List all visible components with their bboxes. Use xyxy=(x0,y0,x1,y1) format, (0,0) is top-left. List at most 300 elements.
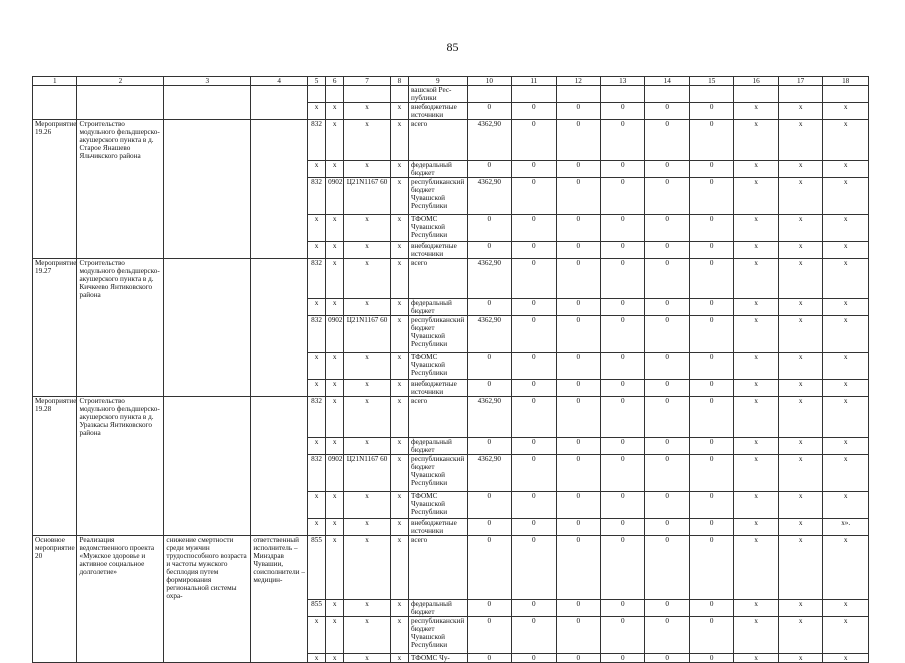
cell-col-9: федеральный бюджет xyxy=(408,160,467,177)
cell-col-1 xyxy=(33,241,77,258)
cell-col-15: 0 xyxy=(689,491,733,518)
cell-col-5: х xyxy=(307,491,325,518)
cell-col-1 xyxy=(33,177,77,214)
budget-table xyxy=(32,76,869,663)
cell-col-10: 0 xyxy=(467,535,511,600)
cell-col-7: х xyxy=(344,518,391,535)
cell-col-8: х xyxy=(390,258,408,299)
cell-col-13 xyxy=(601,86,645,103)
cell-col-1: Мероприятие 19.27 xyxy=(33,258,77,299)
cell-col-1 xyxy=(33,316,77,353)
table-row xyxy=(33,600,869,617)
cell-col-6: 0902 xyxy=(326,454,344,491)
cell-col-4 xyxy=(251,397,308,438)
cell-col-17: х xyxy=(778,241,822,258)
cell-col-4 xyxy=(251,491,308,518)
cell-col-8: х xyxy=(390,353,408,380)
cell-col-13: 0 xyxy=(601,177,645,214)
table-row xyxy=(33,617,869,654)
column-header: 2 xyxy=(77,77,164,86)
cell-col-16: х xyxy=(734,214,778,241)
cell-col-12: 0 xyxy=(556,454,600,491)
cell-col-11: 0 xyxy=(512,258,556,299)
cell-col-18: х xyxy=(823,103,869,120)
table-row xyxy=(33,86,869,103)
cell-col-13: 0 xyxy=(601,535,645,600)
table-row xyxy=(33,214,869,241)
table-row xyxy=(33,491,869,518)
cell-col-13: 0 xyxy=(601,299,645,316)
column-header: 15 xyxy=(689,77,733,86)
cell-col-16: х xyxy=(734,103,778,120)
cell-col-1 xyxy=(33,454,77,491)
cell-col-14: 0 xyxy=(645,454,689,491)
cell-col-13: 0 xyxy=(601,103,645,120)
cell-col-4 xyxy=(251,214,308,241)
cell-col-15: 0 xyxy=(689,654,733,663)
cell-col-7: х xyxy=(344,397,391,438)
cell-col-18: х xyxy=(823,353,869,380)
cell-col-14: 0 xyxy=(645,437,689,454)
cell-col-17: х xyxy=(778,299,822,316)
cell-col-3 xyxy=(164,437,251,454)
cell-col-7: Ц21N1167 60 xyxy=(344,454,391,491)
cell-col-7: х xyxy=(344,299,391,316)
cell-col-14: 0 xyxy=(645,380,689,397)
cell-col-11: 0 xyxy=(512,353,556,380)
cell-col-13: 0 xyxy=(601,397,645,438)
column-header: 17 xyxy=(778,77,822,86)
cell-col-8: х xyxy=(390,241,408,258)
cell-col-7: х xyxy=(344,214,391,241)
cell-col-18: х xyxy=(823,241,869,258)
cell-col-11: 0 xyxy=(512,617,556,654)
cell-col-1 xyxy=(33,160,77,177)
cell-col-8: х xyxy=(390,535,408,600)
cell-col-3 xyxy=(164,258,251,299)
cell-col-10: 4362,90 xyxy=(467,258,511,299)
cell-col-1 xyxy=(33,353,77,380)
cell-col-8: х xyxy=(390,600,408,617)
cell-col-2 xyxy=(77,654,164,663)
table-row xyxy=(33,353,869,380)
cell-col-11 xyxy=(512,86,556,103)
cell-col-10 xyxy=(467,86,511,103)
cell-col-11: 0 xyxy=(512,177,556,214)
cell-col-8: х xyxy=(390,214,408,241)
cell-col-2 xyxy=(77,518,164,535)
cell-col-2 xyxy=(77,86,164,103)
table-row xyxy=(33,120,869,161)
cell-col-7: х xyxy=(344,600,391,617)
cell-col-9: вашской Рес-публики xyxy=(408,86,467,103)
cell-col-3 xyxy=(164,214,251,241)
cell-col-15: 0 xyxy=(689,316,733,353)
cell-col-16 xyxy=(734,86,778,103)
cell-col-1 xyxy=(33,491,77,518)
cell-col-7: Ц21N1167 60 xyxy=(344,316,391,353)
cell-col-13: 0 xyxy=(601,654,645,663)
cell-col-16: х xyxy=(734,491,778,518)
cell-col-2: Строительство модульного фельдшерско-акушерского пункта в д. Уразкасы Янтиковского района xyxy=(77,397,164,438)
cell-col-17: х xyxy=(778,437,822,454)
cell-col-5: 832 xyxy=(307,177,325,214)
cell-col-4 xyxy=(251,299,308,316)
cell-col-6: х xyxy=(326,518,344,535)
table-row xyxy=(33,103,869,120)
cell-col-2 xyxy=(77,241,164,258)
cell-col-17: х xyxy=(778,214,822,241)
cell-col-15: 0 xyxy=(689,397,733,438)
cell-col-5: х xyxy=(307,654,325,663)
cell-col-9: всего xyxy=(408,397,467,438)
cell-col-10: 0 xyxy=(467,380,511,397)
cell-col-18: х xyxy=(823,160,869,177)
cell-col-17: х xyxy=(778,397,822,438)
cell-col-12: 0 xyxy=(556,491,600,518)
cell-col-17: х xyxy=(778,535,822,600)
cell-col-10: 0 xyxy=(467,214,511,241)
cell-col-15: 0 xyxy=(689,518,733,535)
cell-col-3 xyxy=(164,241,251,258)
cell-col-9: республиканский бюджет Чувашской Республики xyxy=(408,454,467,491)
cell-col-7: х xyxy=(344,353,391,380)
cell-col-16: х xyxy=(734,316,778,353)
cell-col-17: х xyxy=(778,258,822,299)
cell-col-6: х xyxy=(326,353,344,380)
cell-col-14: 0 xyxy=(645,214,689,241)
cell-col-17: х xyxy=(778,177,822,214)
cell-col-16: х xyxy=(734,258,778,299)
cell-col-2 xyxy=(77,437,164,454)
cell-col-3 xyxy=(164,177,251,214)
cell-col-8: х xyxy=(390,491,408,518)
cell-col-5: х xyxy=(307,437,325,454)
cell-col-16: х xyxy=(734,518,778,535)
cell-col-15: 0 xyxy=(689,600,733,617)
cell-col-9: ТФОМС Чувашской Республики xyxy=(408,214,467,241)
cell-col-1 xyxy=(33,437,77,454)
column-header: 7 xyxy=(344,77,391,86)
cell-col-6: х xyxy=(326,160,344,177)
cell-col-18: х xyxy=(823,600,869,617)
cell-col-10: 4362,90 xyxy=(467,397,511,438)
cell-col-1 xyxy=(33,86,77,103)
cell-col-14: 0 xyxy=(645,600,689,617)
cell-col-11: 0 xyxy=(512,491,556,518)
cell-col-7 xyxy=(344,86,391,103)
cell-col-13: 0 xyxy=(601,160,645,177)
cell-col-14 xyxy=(645,86,689,103)
cell-col-6: 0902 xyxy=(326,316,344,353)
cell-col-1 xyxy=(33,299,77,316)
cell-col-10: 0 xyxy=(467,600,511,617)
cell-col-12: 0 xyxy=(556,654,600,663)
cell-col-4 xyxy=(251,617,308,654)
cell-col-12: 0 xyxy=(556,535,600,600)
cell-col-2: Реализация ведомственного проекта «Мужское здоровье и активное социальное долголетие» xyxy=(77,535,164,600)
cell-col-7: х xyxy=(344,241,391,258)
cell-col-13: 0 xyxy=(601,491,645,518)
cell-col-2 xyxy=(77,454,164,491)
cell-col-5: х xyxy=(307,160,325,177)
cell-col-12: 0 xyxy=(556,380,600,397)
cell-col-8: х xyxy=(390,299,408,316)
cell-col-14: 0 xyxy=(645,299,689,316)
cell-col-3 xyxy=(164,454,251,491)
cell-col-9: внебюджетные источники xyxy=(408,380,467,397)
cell-col-17: х xyxy=(778,600,822,617)
cell-col-18: х xyxy=(823,617,869,654)
cell-col-11: 0 xyxy=(512,518,556,535)
cell-col-9: ТФОМС Чу- xyxy=(408,654,467,663)
cell-col-12: 0 xyxy=(556,120,600,161)
cell-col-10: 0 xyxy=(467,160,511,177)
cell-col-5: 855 xyxy=(307,535,325,600)
cell-col-4 xyxy=(251,258,308,299)
cell-col-9: республиканский бюджет Чувашской Республики xyxy=(408,316,467,353)
cell-col-13: 0 xyxy=(601,380,645,397)
cell-col-12: 0 xyxy=(556,177,600,214)
cell-col-12: 0 xyxy=(556,258,600,299)
cell-col-2 xyxy=(77,177,164,214)
cell-col-1: Основное мероприятие 20 xyxy=(33,535,77,600)
cell-col-6: х xyxy=(326,397,344,438)
cell-col-2 xyxy=(77,491,164,518)
cell-col-16: х xyxy=(734,299,778,316)
cell-col-8: х xyxy=(390,103,408,120)
cell-col-14: 0 xyxy=(645,353,689,380)
cell-col-17: х xyxy=(778,120,822,161)
cell-col-5: 855 xyxy=(307,600,325,617)
cell-col-4 xyxy=(251,437,308,454)
cell-col-5: х xyxy=(307,241,325,258)
cell-col-5: х xyxy=(307,518,325,535)
table-row xyxy=(33,518,869,535)
cell-col-4 xyxy=(251,160,308,177)
cell-col-15: 0 xyxy=(689,177,733,214)
cell-col-3 xyxy=(164,160,251,177)
cell-col-11: 0 xyxy=(512,454,556,491)
cell-col-15: 0 xyxy=(689,437,733,454)
column-header: 10 xyxy=(467,77,511,86)
cell-col-11: 0 xyxy=(512,654,556,663)
column-header: 16 xyxy=(734,77,778,86)
cell-col-5: х xyxy=(307,353,325,380)
cell-col-18: х». xyxy=(823,518,869,535)
cell-col-1: Мероприятие 19.26 xyxy=(33,120,77,161)
cell-col-8: х xyxy=(390,316,408,353)
cell-col-17: х xyxy=(778,454,822,491)
cell-col-7: х xyxy=(344,120,391,161)
cell-col-16: х xyxy=(734,160,778,177)
cell-col-4 xyxy=(251,120,308,161)
cell-col-15: 0 xyxy=(689,160,733,177)
cell-col-15: 0 xyxy=(689,258,733,299)
cell-col-13: 0 xyxy=(601,316,645,353)
cell-col-13: 0 xyxy=(601,617,645,654)
cell-col-13: 0 xyxy=(601,437,645,454)
cell-col-16: х xyxy=(734,380,778,397)
cell-col-4 xyxy=(251,316,308,353)
cell-col-16: х xyxy=(734,397,778,438)
cell-col-2 xyxy=(77,299,164,316)
cell-col-17: х xyxy=(778,654,822,663)
cell-col-12: 0 xyxy=(556,600,600,617)
cell-col-16: х xyxy=(734,437,778,454)
cell-col-6: х xyxy=(326,299,344,316)
cell-col-7: х xyxy=(344,160,391,177)
cell-col-1 xyxy=(33,103,77,120)
cell-col-10: 4362,90 xyxy=(467,120,511,161)
cell-col-12: 0 xyxy=(556,353,600,380)
cell-col-10: 0 xyxy=(467,617,511,654)
cell-col-6: х xyxy=(326,241,344,258)
cell-col-12: 0 xyxy=(556,397,600,438)
cell-col-18: х xyxy=(823,397,869,438)
cell-col-18: х xyxy=(823,177,869,214)
cell-col-7: х xyxy=(344,103,391,120)
cell-col-5: 832 xyxy=(307,316,325,353)
cell-col-2: Строительство модульного фельдшерско-акушерского пункта в д. Старое Янашево Яльчикского района xyxy=(77,120,164,161)
cell-col-5: х xyxy=(307,214,325,241)
cell-col-5: 832 xyxy=(307,120,325,161)
cell-col-16: х xyxy=(734,454,778,491)
page-number: 85 xyxy=(446,40,459,54)
cell-col-18: х xyxy=(823,491,869,518)
cell-col-11: 0 xyxy=(512,103,556,120)
cell-col-3 xyxy=(164,353,251,380)
cell-col-9: внебюджетные источники xyxy=(408,103,467,120)
column-header: 3 xyxy=(164,77,251,86)
cell-col-9: всего xyxy=(408,120,467,161)
cell-col-9: ТФОМС Чувашской Республики xyxy=(408,353,467,380)
cell-col-8 xyxy=(390,86,408,103)
cell-col-18: х xyxy=(823,380,869,397)
cell-col-18: х xyxy=(823,654,869,663)
cell-col-17: х xyxy=(778,518,822,535)
cell-col-2 xyxy=(77,316,164,353)
cell-col-18 xyxy=(823,86,869,103)
cell-col-14: 0 xyxy=(645,518,689,535)
cell-col-8: х xyxy=(390,454,408,491)
cell-col-12: 0 xyxy=(556,214,600,241)
cell-col-4 xyxy=(251,600,308,617)
cell-col-15: 0 xyxy=(689,353,733,380)
cell-col-7: х xyxy=(344,491,391,518)
cell-col-5: х xyxy=(307,103,325,120)
cell-col-8: х xyxy=(390,160,408,177)
cell-col-4: ответственный исполнитель – Минздрав Чувашии, соисполнители – медицин- xyxy=(251,535,308,600)
cell-col-8: х xyxy=(390,177,408,214)
cell-col-2 xyxy=(77,214,164,241)
cell-col-3 xyxy=(164,380,251,397)
cell-col-7: х xyxy=(344,437,391,454)
cell-col-6: х xyxy=(326,103,344,120)
cell-col-9: всего xyxy=(408,535,467,600)
cell-col-3 xyxy=(164,86,251,103)
cell-col-12: 0 xyxy=(556,437,600,454)
cell-col-6: х xyxy=(326,654,344,663)
cell-col-11: 0 xyxy=(512,316,556,353)
cell-col-3 xyxy=(164,120,251,161)
cell-col-3 xyxy=(164,654,251,663)
cell-col-10: 0 xyxy=(467,103,511,120)
cell-col-11: 0 xyxy=(512,437,556,454)
cell-col-12: 0 xyxy=(556,241,600,258)
cell-col-3 xyxy=(164,518,251,535)
cell-col-1 xyxy=(33,600,77,617)
column-header: 1 xyxy=(33,77,77,86)
cell-col-16: х xyxy=(734,177,778,214)
cell-col-9: республиканский бюджет Чувашской Республики xyxy=(408,617,467,654)
cell-col-13: 0 xyxy=(601,258,645,299)
cell-col-1 xyxy=(33,518,77,535)
cell-col-18: х xyxy=(823,316,869,353)
cell-col-8: х xyxy=(390,654,408,663)
cell-col-3 xyxy=(164,617,251,654)
cell-col-14: 0 xyxy=(645,177,689,214)
cell-col-7: х xyxy=(344,654,391,663)
cell-col-6 xyxy=(326,86,344,103)
cell-col-6: х xyxy=(326,535,344,600)
cell-col-1 xyxy=(33,654,77,663)
cell-col-6: х xyxy=(326,120,344,161)
cell-col-1: Мероприятие 19.28 xyxy=(33,397,77,438)
column-header: 13 xyxy=(601,77,645,86)
cell-col-5: 832 xyxy=(307,454,325,491)
cell-col-13: 0 xyxy=(601,214,645,241)
cell-col-13: 0 xyxy=(601,518,645,535)
cell-col-10: 0 xyxy=(467,437,511,454)
cell-col-4 xyxy=(251,103,308,120)
cell-col-15: 0 xyxy=(689,120,733,161)
table-row xyxy=(33,299,869,316)
cell-col-15: 0 xyxy=(689,454,733,491)
cell-col-12: 0 xyxy=(556,160,600,177)
cell-col-2 xyxy=(77,103,164,120)
cell-col-7: х xyxy=(344,535,391,600)
cell-col-4 xyxy=(251,177,308,214)
cell-col-13: 0 xyxy=(601,241,645,258)
cell-col-10: 4362,90 xyxy=(467,316,511,353)
cell-col-9: федеральный бюджет xyxy=(408,299,467,316)
cell-col-14: 0 xyxy=(645,617,689,654)
cell-col-15: 0 xyxy=(689,299,733,316)
column-header: 18 xyxy=(823,77,869,86)
cell-col-10: 0 xyxy=(467,518,511,535)
cell-col-10: 0 xyxy=(467,241,511,258)
cell-col-16: х xyxy=(734,600,778,617)
cell-col-11: 0 xyxy=(512,299,556,316)
cell-col-15: 0 xyxy=(689,380,733,397)
cell-col-16: х xyxy=(734,654,778,663)
column-header: 4 xyxy=(251,77,308,86)
cell-col-3 xyxy=(164,600,251,617)
cell-col-17 xyxy=(778,86,822,103)
cell-col-11: 0 xyxy=(512,535,556,600)
cell-col-3 xyxy=(164,299,251,316)
cell-col-5: 832 xyxy=(307,258,325,299)
cell-col-13: 0 xyxy=(601,353,645,380)
table-row xyxy=(33,397,869,438)
column-header-row xyxy=(33,77,869,86)
cell-col-2 xyxy=(77,353,164,380)
cell-col-7: х xyxy=(344,617,391,654)
cell-col-1 xyxy=(33,214,77,241)
cell-col-15: 0 xyxy=(689,214,733,241)
cell-col-14: 0 xyxy=(645,316,689,353)
